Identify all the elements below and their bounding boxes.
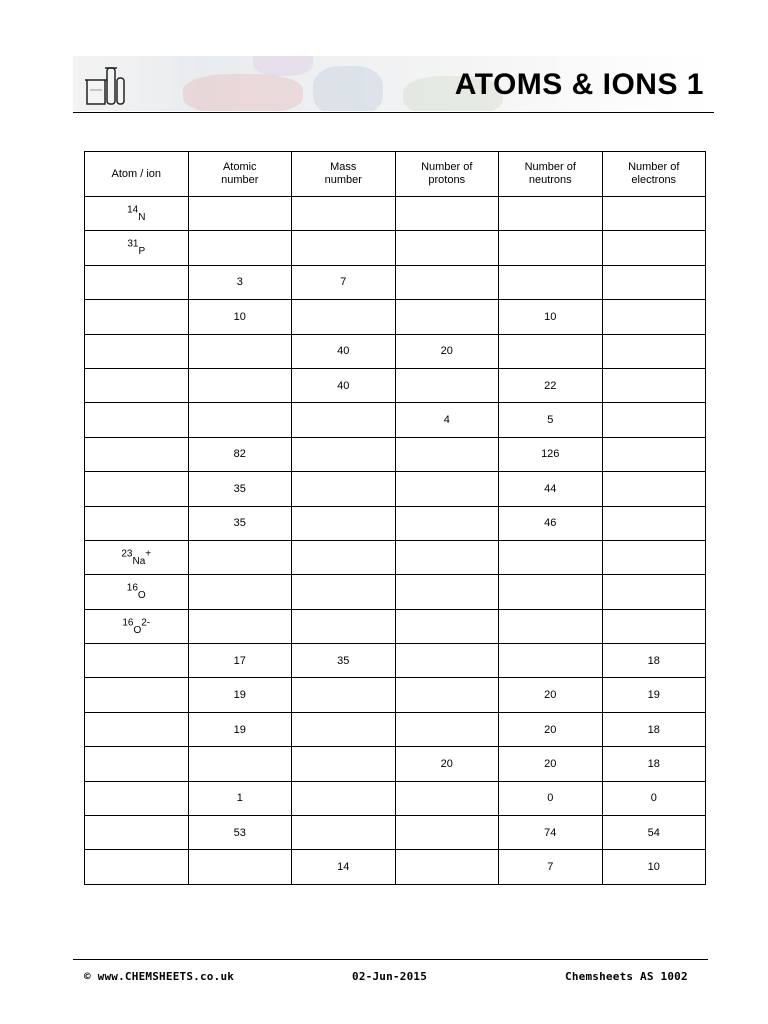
table-cell [499,506,603,540]
table-cell [188,437,292,471]
table-row [85,197,706,231]
footer-sheet-id: Chemsheets AS 1002 [565,970,688,983]
table-cell [602,575,706,609]
table-cell [499,781,603,815]
table-cell [188,540,292,574]
table-cell [292,368,396,402]
table-cell [395,197,499,231]
cell-value: 10 [647,861,660,874]
banner-decoration [313,66,383,111]
table-cell [188,678,292,712]
table-cell [499,197,603,231]
table-cell [292,506,396,540]
table-header-row [85,152,706,197]
table-cell [499,644,603,678]
table-row [85,609,706,643]
table-cell [85,816,189,850]
table-row [85,816,706,850]
table-cell [499,575,603,609]
column-header-text: Mass [330,161,357,173]
table-cell [85,850,189,884]
column-header [602,152,706,197]
column-header-text: electrons [631,174,677,186]
table-cell [188,575,292,609]
table-cell [292,644,396,678]
table-row [85,334,706,368]
table-cell [602,644,706,678]
lab-glassware-icon [83,64,131,108]
column-header-text: Number of [628,161,680,173]
banner-decoration [253,56,313,76]
table-cell [499,437,603,471]
mass-number-superscript: 23 [121,548,133,560]
table-cell [395,850,499,884]
table-cell [292,334,396,368]
cell-value: 0 [547,792,554,805]
table-cell [395,712,499,746]
table-cell [292,265,396,299]
table-cell [85,472,189,506]
table-cell [395,747,499,781]
table-cell [292,850,396,884]
table-cell [395,472,499,506]
mass-number-superscript: 16 [126,582,138,594]
column-header [499,152,603,197]
cell-value: 20 [440,345,453,358]
table-cell [499,609,603,643]
table-cell [499,472,603,506]
table-cell [395,816,499,850]
table-cell [395,609,499,643]
cell-value: 126 [541,448,560,461]
column-header-text: number [221,174,259,186]
table-cell [499,368,603,402]
footer-copyright: © www.CHEMSHEETS.co.uk [84,970,235,983]
table-row [85,678,706,712]
header-banner [73,56,714,111]
table-row [85,644,706,678]
table-cell [499,265,603,299]
table-cell [395,300,499,334]
cell-value: 53 [233,826,246,839]
table-cell [602,334,706,368]
table-cell [602,712,706,746]
table-cell [188,781,292,815]
table-cell [602,609,706,643]
table-cell [85,265,189,299]
column-header-text: Number of [524,161,576,173]
table-cell [85,781,189,815]
table-cell [188,609,292,643]
table-row [85,781,706,815]
atoms-ions-table [84,151,706,885]
table-cell [292,712,396,746]
table-cell [292,403,396,437]
cell-value: 46 [544,517,557,530]
nuclide-symbol [127,238,146,258]
column-header [188,152,292,197]
table-cell [85,644,189,678]
table-cell [395,506,499,540]
table-cell [85,437,189,471]
cell-value: 44 [544,482,557,495]
table-cell [85,197,189,231]
table-row [85,540,706,574]
table-row [85,575,706,609]
element-symbol: P [138,246,146,258]
header-divider [73,112,714,113]
cell-value: 5 [547,414,554,427]
nuclide-symbol [127,204,146,224]
table-cell [499,334,603,368]
table-cell [499,403,603,437]
cell-value: 82 [233,448,246,461]
table-cell [395,540,499,574]
ion-charge-superscript: 2- [141,616,151,628]
table-cell [602,368,706,402]
table-cell [602,850,706,884]
table-cell [188,403,292,437]
footer-date: 02-Jun-2015 [352,970,428,983]
table-cell [292,437,396,471]
cell-value: 14 [337,861,350,874]
table-row [85,403,706,437]
element-symbol: O [133,624,142,636]
cell-value: 40 [337,345,350,358]
table-cell [188,368,292,402]
cell-value: 35 [233,517,246,530]
cell-value: 1 [236,792,243,805]
table-cell [499,850,603,884]
table-cell [188,506,292,540]
table-cell [602,816,706,850]
ion-charge-superscript: + [145,548,152,560]
page-title: ATOMS & IONS 1 [454,68,704,101]
table-cell [292,678,396,712]
table-cell [602,781,706,815]
table-row [85,437,706,471]
cell-value: 35 [233,482,246,495]
cell-value: 18 [647,654,660,667]
footer-divider [73,959,708,960]
cell-value: 7 [340,276,347,289]
column-header-text: Atom / ion [111,167,162,180]
table-row [85,747,706,781]
table-cell [292,300,396,334]
table-cell [602,265,706,299]
element-symbol: Na [132,556,146,568]
table-cell [85,712,189,746]
cell-value: 54 [647,826,660,839]
table-cell [395,403,499,437]
cell-value: 40 [337,379,350,392]
column-header-text: protons [428,174,466,186]
element-symbol: O [137,590,146,602]
cell-value: 20 [544,689,557,702]
cell-value: 18 [647,757,660,770]
table-row [85,506,706,540]
table-cell [395,678,499,712]
table-cell [188,231,292,265]
mass-number-superscript: 16 [122,616,134,628]
table-cell [395,368,499,402]
table-cell [602,231,706,265]
table-cell [395,265,499,299]
cell-value: 19 [233,723,246,736]
column-header [395,152,499,197]
table-row [85,231,706,265]
table-cell [188,334,292,368]
cell-value: 4 [443,414,450,427]
table-cell [292,609,396,643]
table-cell [499,712,603,746]
cell-value: 0 [650,792,657,805]
table-cell [395,644,499,678]
cell-value: 35 [337,654,350,667]
nuclide-symbol [126,582,146,602]
cell-value: 18 [647,723,660,736]
table-cell [188,850,292,884]
table-cell [188,712,292,746]
table-row [85,850,706,884]
table-row [85,300,706,334]
table-cell [395,334,499,368]
table-cell [602,540,706,574]
table-cell [499,816,603,850]
table-cell [395,437,499,471]
table-cell [602,747,706,781]
cell-value: 20 [544,757,557,770]
cell-value: 20 [544,723,557,736]
table-cell [85,747,189,781]
table-cell [292,781,396,815]
element-symbol: N [138,212,146,224]
table-cell [85,575,189,609]
table-cell [85,609,189,643]
table-cell [602,197,706,231]
table-cell [85,678,189,712]
table-cell [292,472,396,506]
table-cell [188,265,292,299]
cell-value: 10 [544,310,557,323]
table-cell [395,781,499,815]
table-cell [292,816,396,850]
table-row [85,368,706,402]
mass-number-superscript: 31 [127,238,139,250]
table-cell [188,300,292,334]
table-cell [292,747,396,781]
table-cell [292,197,396,231]
cell-value: 22 [544,379,557,392]
table-cell [188,747,292,781]
table-cell [602,300,706,334]
table-cell [85,300,189,334]
cell-value: 20 [440,757,453,770]
table-row [85,265,706,299]
table-cell [602,437,706,471]
table-cell [395,575,499,609]
table-cell [188,816,292,850]
cell-value: 19 [647,689,660,702]
column-header [85,152,189,197]
column-header-text: Number of [421,161,473,173]
column-header-text: number [324,174,362,186]
table-cell [85,506,189,540]
table-row [85,472,706,506]
table-cell [292,540,396,574]
table-cell [499,540,603,574]
table-cell [602,506,706,540]
cell-value: 10 [233,310,246,323]
table-cell [499,300,603,334]
table-cell [602,472,706,506]
column-header [292,152,396,197]
table-cell [395,231,499,265]
table-cell [602,678,706,712]
cell-value: 3 [236,276,243,289]
table-cell [499,231,603,265]
cell-value: 17 [233,654,246,667]
table-cell [188,644,292,678]
table-row [85,712,706,746]
table-cell [499,678,603,712]
table-cell [85,231,189,265]
table-cell [499,747,603,781]
column-header-text: neutrons [528,174,572,186]
table-cell [188,197,292,231]
table-cell [602,403,706,437]
cell-value: 19 [233,689,246,702]
table-cell [85,334,189,368]
nuclide-symbol [122,616,151,636]
table-cell [85,540,189,574]
nuclide-symbol [121,548,152,568]
mass-number-superscript: 14 [127,204,139,216]
table-cell [85,403,189,437]
table-cell [292,575,396,609]
table-cell [188,472,292,506]
cell-value: 74 [544,826,557,839]
table-cell [85,368,189,402]
banner-decoration [183,74,303,111]
cell-value: 7 [547,861,554,874]
table-cell [292,231,396,265]
column-header-text: Atomic [222,161,257,173]
